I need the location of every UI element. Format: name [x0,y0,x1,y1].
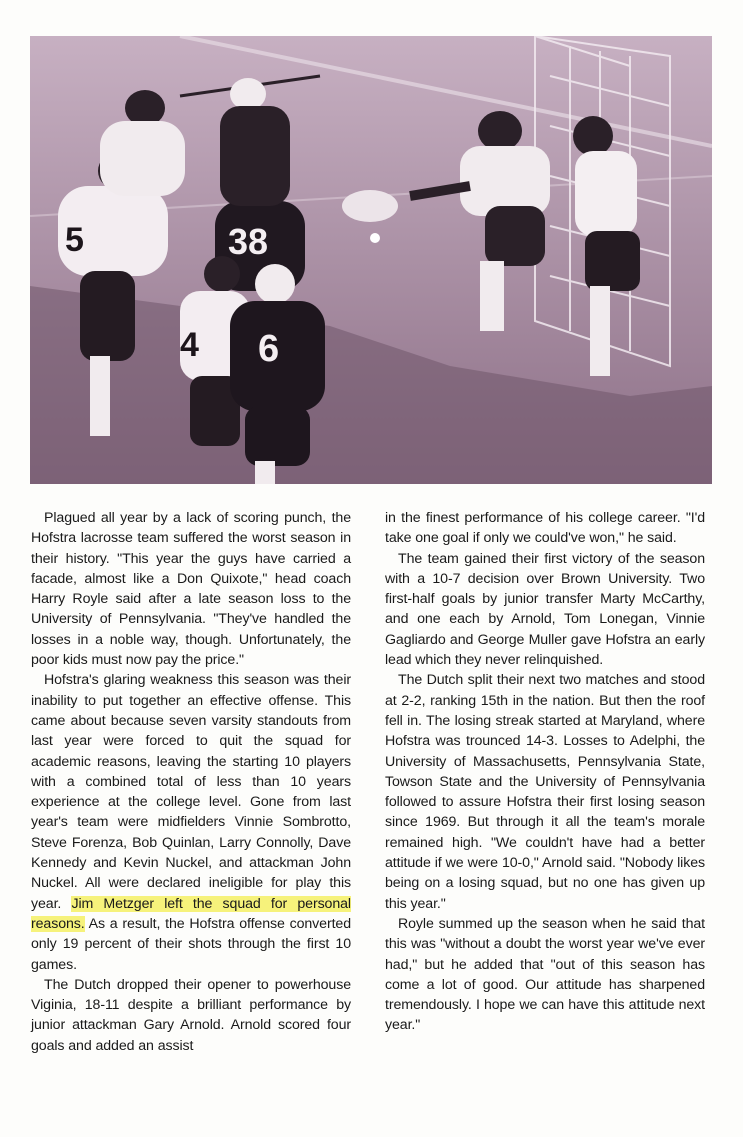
svg-text:38: 38 [228,221,269,262]
article-right-column [385,508,705,1036]
svg-text:4: 4 [180,326,199,364]
article-paragraph: Royle summed up the season when he said that this was "without a doubt the worst year we've ever had," but he added that "out of this season has come a lot of good. Our attitude has sharpened tremendously. I hope we can have this attitude next year." [385,915,705,1034]
highlighted-sentence: Jim Metzger left the squad for personal reasons. [31,895,351,932]
lacrosse-game-photo [30,36,712,484]
article-paragraph: The Dutch dropped their opener to powerhouse Viginia, 18-11 despite a brilliant performance by junior attackman Gary Arnold. Arnold scored four goals and added an assist [31,976,351,1054]
article-left-column [31,508,351,1056]
lacrosse-scene-illustration [30,36,712,484]
paragraph-text: Hofstra's glaring weakness this season was their inability to put together an effective offense. This came about because seven varsity standouts from last year were forced to quit the squad for academic reasons, leaving the starting 10 players with a combined total of less than 10 years experience at the college level. Gone from last year's team were midfielders Vinnie Sombrotto, Steve Forenza, Bob Quinlan, Larry Connolly, Dave Kennedy and Kevin Nuckel, and attackman John Nuckel. All were declared ineligible for play this year. [31,672,351,912]
article-paragraph: The team gained their first victory of the season with a 10-7 decision over Brown University. Two first-half goals by junior transfer Marty McCarthy, and one each by Arnold, Tom Lonegan, Vinnie Gagliardo and George Muller gave Hofstra an early lead which they never relinquished. [385,550,705,669]
article-paragraph-continued: in the finest performance of his college career. "I'd take one goal if only we could've won," he said. [385,510,705,547]
article-paragraph: The Dutch split their next two matches and stood at 2-2, ranking 15th in the nation. But then the roof fell in. The losing streak started at Maryland, where Hofstra was trounced 14-3. Losses to Adelphi, the University of Massachusetts, Pennsylvania State, Towson State and the University of Pennsylvania followed to assure Hofstra their first losing season since 1969. But through it all the team's morale remained high. "We couldn't have had a better attitude if we were 10-0," Arnold said. "Nobody likes being on a losing squad, but no one has given up this year." [385,672,705,912]
svg-text:5: 5 [65,221,84,259]
article-paragraph: Plagued all year by a lack of scoring punch, the Hofstra lacrosse team suffered the worst season in their history. "This year the guys have carried a facade, almost like a Don Quixote," head coach Harry Royle said after a late season loss to the University of Pennsylvania. "They've handled the losses in a noble way, though. Unfortunately, the poor kids must now pay the price." [31,510,351,669]
paragraph-text: As a result, the Hofstra offense converted only 19 percent of their shots through the first 10 games. [31,915,351,973]
article-paragraph [31,670,351,974]
svg-text:6: 6 [258,328,280,370]
